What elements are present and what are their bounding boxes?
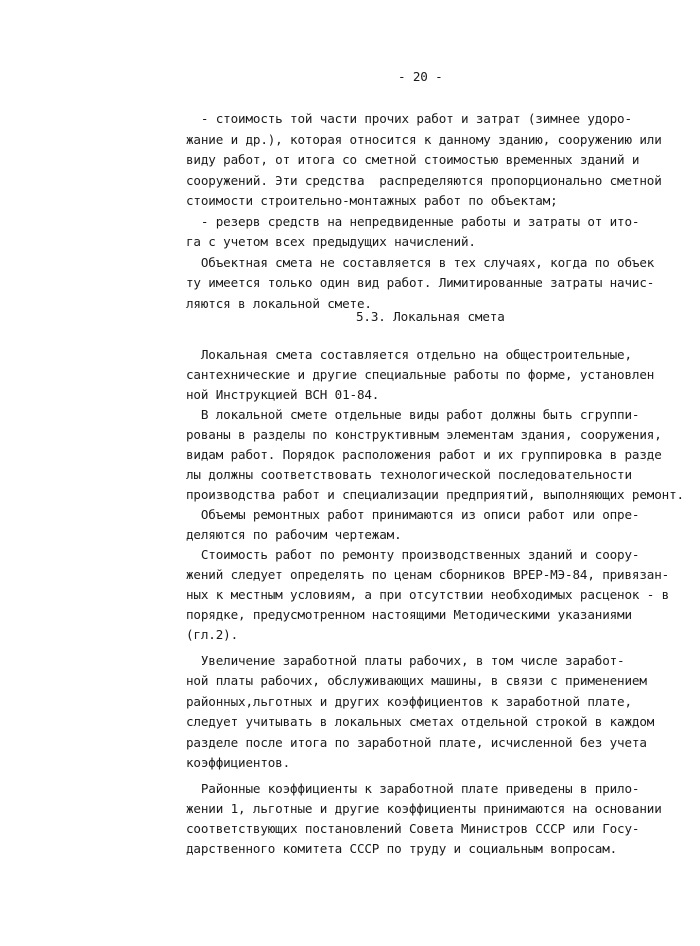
- text-line: В локальной смете отдельные виды работ должны быть сгруппи-: [186, 407, 640, 422]
- text-line: рованы в разделы по конструктивным элементам здания, сооружения,: [186, 427, 662, 442]
- text-line: соответствующих постановлений Совета Министров СССР или Госу-: [186, 821, 640, 836]
- text-line: деляются по рабочим чертежам.: [186, 527, 402, 542]
- text-line: Объектная смета не составляется в тех случаях, когда по объек: [186, 255, 655, 270]
- text-line: виду работ, от итога со сметной стоимостью временных зданий и: [186, 152, 640, 167]
- text-line: жении 1, льготные и другие коэффициенты принимаются на основании: [186, 801, 662, 816]
- text-line: следует учитывать в локальных сметах отдельной строкой в каждом: [186, 714, 655, 729]
- text-line: ной Инструкцией ВСН 01-84.: [186, 387, 380, 402]
- text-line: жание и др.), которая относится к данному зданию, сооружению или: [186, 132, 662, 147]
- text-line: Локальная смета составляется отдельно на общестроительные,: [186, 347, 632, 362]
- text-line: (гл.2).: [186, 627, 239, 642]
- text-line: дарственного комитета СССР по труду и социальным вопросам.: [186, 841, 618, 856]
- text-line: жений следует определять по ценам сборников ВРЕР-МЭ-84, привязан-: [186, 567, 670, 582]
- text-line: - резерв средств на непредвиденные работы и затраты от ито-: [186, 214, 640, 229]
- text-line: Стоимость работ по ремонту производственных зданий и соору-: [186, 547, 640, 562]
- section-heading: 5.3. Локальная смета: [356, 309, 505, 324]
- text-line: ной платы рабочих, обслуживающих машины, в связи с применением: [186, 673, 647, 688]
- page-number: - 20 -: [398, 69, 443, 84]
- text-line: Увеличение заработной платы рабочих, в том числе заработ-: [186, 653, 625, 668]
- text-line: районных,льготных и других коэффициентов к заработной плате,: [186, 694, 632, 709]
- text-line: сантехнические и другие специальные работы по форме, установлен: [186, 367, 655, 382]
- text-line: ту имеется только один вид работ. Лимитированные затраты начис-: [186, 275, 655, 290]
- text-line: Районные коэффициенты к заработной плате приведены в прило-: [186, 781, 640, 796]
- text-line: сооружений. Эти средства распределяются пропорционально сметной: [186, 173, 662, 188]
- text-line: коэффициентов.: [186, 755, 291, 770]
- text-line: - стоимость той части прочих работ и затрат (зимнее удоро-: [186, 111, 632, 126]
- text-line: Объемы ремонтных работ принимаются из описи работ или опре-: [186, 507, 640, 522]
- text-line: га с учетом всех предыдущих начислений.: [186, 234, 476, 249]
- text-line: разделе после итога по заработной плате, исчисленной без учета: [186, 735, 647, 750]
- text-line: лы должны соответствовать технологической последовательности: [186, 467, 632, 482]
- text-line: стоимости строительно-монтажных работ по объектам;: [186, 193, 558, 208]
- text-line: производства работ и специализации предприятий, выполняющих ремонт.: [186, 487, 684, 502]
- text-line: ных к местным условиям, а при отсутствии необходимых расценок - в: [186, 587, 670, 602]
- text-line: ляются в локальной смете.: [186, 296, 372, 311]
- text-line: видам работ. Порядок расположения работ и их группировка в разде: [186, 447, 662, 462]
- text-line: порядке, предусмотренном настоящими Методическими указаниями: [186, 607, 632, 622]
